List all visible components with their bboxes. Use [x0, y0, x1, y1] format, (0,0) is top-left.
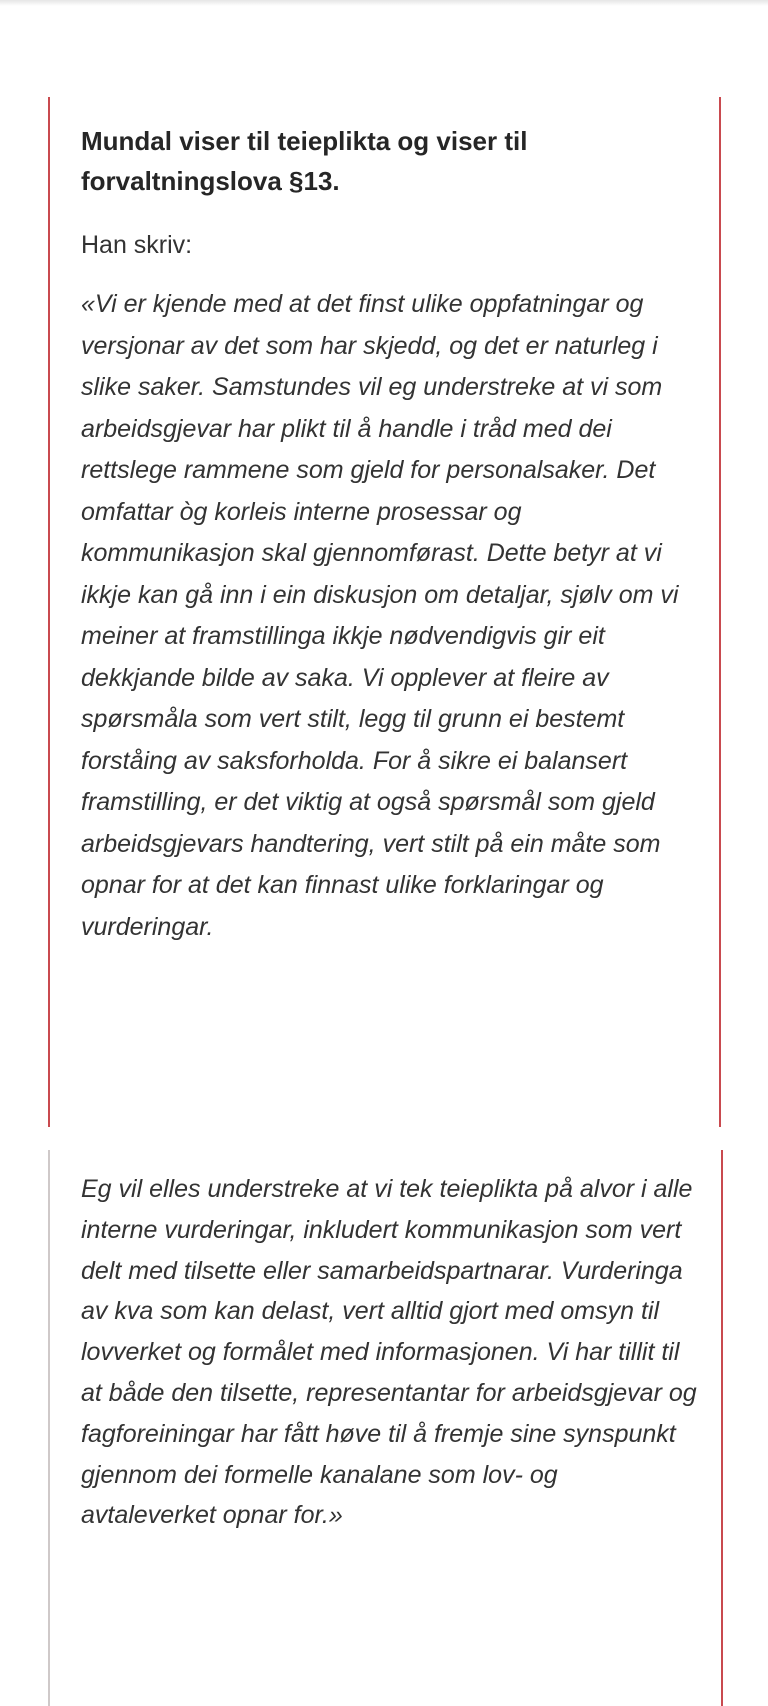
top-edge-shadow [0, 0, 768, 6]
quote-text-part-1: «Vi er kjende med at det finst ulike oppfatningar og versjonar av det som har skjedd, og det er naturleg i slike saker. Samstundes vil eg understreke at vi som arbeidsgjevar har plikt til å handle i tråd med dei rettslege rammene som gjeld for personalsaker. Det omfattar òg korleis interne prosessar og kommunikasjon skal gjennomførast. Dette betyr at vi ikkje kan gå inn i ein diskusjon om detaljar, sjølv om vi meiner at framstillinga ikkje nødvendigvis gir eit dekkjande bilde av saka. Vi opplever at fleire av spørsmåla som vert stilt, legg til grunn ei bestemt forståing av saksforholda. For å sikre ei balansert framstilling, er det viktig at også spørsmål som gjeld arbeidsgjevars handtering, vert stilt på ein måte som opnar for at det kan finnast ulike forklaringar og vurderingar. [81, 290, 679, 941]
article-intro-text: Han skriv: [81, 231, 193, 259]
article-heading: Mundal viser til teieplikta og viser til forvaltningslova §13. [81, 126, 528, 196]
article-quote-block-2 [48, 1150, 723, 1706]
quote-text-part-2: Eg vil elles understreke at vi tek teieplikta på alvor i alle interne vurderingar, inkludert kommunikasjon som vert delt med tilsette eller samarbeidspartnarar. Vurderinga av kva som kan delast, vert alltid gjort med omsyn til lovverket og formålet med informasjonen. Vi har tillit til at både den tilsette, representantar for arbeidsgjevar og fagforeiningar har fått høve til å fremje sine synspunkt gjennom dei formelle kanalane som lov- og avtaleverket opnar for.» [81, 1175, 697, 1530]
article-quote-block-1 [48, 97, 721, 1127]
